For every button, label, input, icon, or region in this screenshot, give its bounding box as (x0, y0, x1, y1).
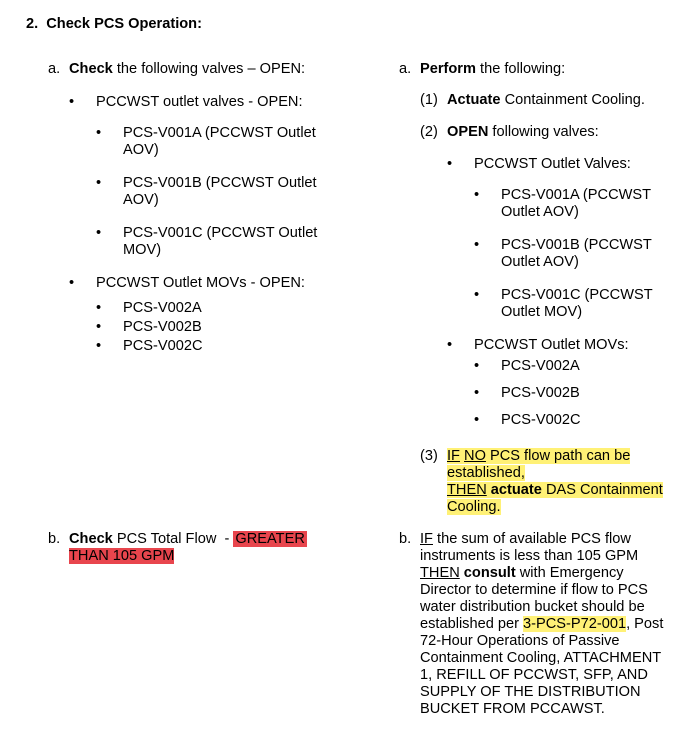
item-line: AOV) (123, 142, 159, 158)
step3-line3-rest: DAS Containment (541, 482, 663, 498)
list-item (501, 287, 653, 321)
list-item: • PCS-V002A (123, 300, 202, 317)
right-b-line: water distribution bucket should be (420, 599, 645, 615)
item-line: Outlet AOV) (501, 204, 579, 220)
step-rest: Containment Cooling. (500, 92, 645, 108)
consult-keyword: consult (463, 565, 516, 581)
step3-text (447, 448, 663, 516)
step-verb: Actuate (447, 92, 501, 108)
right-a-marker: a. (399, 61, 412, 77)
left-b-line1 (69, 531, 329, 548)
list-item: • PCS-V002B (501, 385, 580, 402)
left-b-verb: Check (69, 531, 113, 547)
right-group-title-2: • PCCWST Outlet MOVs: (474, 337, 629, 354)
step-number: 2. (26, 16, 39, 32)
criteria-highlight: THAN 105 GPM (69, 548, 175, 564)
right-b-line3-rest: with Emergency (515, 565, 624, 581)
right-b-line (420, 616, 663, 633)
step3-line1-rest: PCS flow path can be (485, 448, 631, 464)
list-item (501, 237, 652, 271)
item-line: • PCS-V001C (PCCWST (501, 287, 653, 303)
step-verb: OPEN (447, 124, 489, 140)
list-item: • PCS-V002C (501, 412, 581, 429)
item-line: AOV) (123, 192, 159, 208)
step-text (447, 124, 599, 141)
list-item: • PCS-V002A (501, 358, 580, 375)
step-title: Check PCS Operation: (46, 16, 202, 32)
step3-line (447, 499, 663, 516)
left-b-line2 (69, 548, 329, 565)
step3-line (447, 448, 663, 465)
right-b-line: Director to determine if flow to PCS (420, 582, 648, 598)
right-b-line (420, 531, 663, 548)
actuate-keyword: actuate (490, 482, 542, 498)
step3-highlight: established, (447, 465, 525, 481)
item-line: • PCS-V001A (PCCWST Outlet (123, 125, 316, 141)
right-b-line: SUPPLY OF THE DISTRIBUTION (420, 684, 641, 700)
list-item (123, 225, 317, 259)
right-b-line: 1, REFILL OF PCCWST, SFP, AND (420, 667, 648, 683)
then-keyword: THEN (447, 482, 487, 498)
criteria-highlight: GREATER (235, 531, 305, 547)
right-b-line6-pre: established per (420, 616, 524, 632)
then-keyword: THEN (420, 565, 460, 581)
item-line: • PCS-V001B (PCCWST Outlet (123, 175, 317, 191)
step-num: (1) (420, 92, 438, 108)
right-a-instruction (420, 61, 565, 78)
step3-line (447, 482, 663, 499)
left-a-text: the following valves – OPEN: (112, 61, 306, 77)
right-group-title-1: • PCCWST Outlet Valves: (474, 156, 631, 173)
right-b-line: 72-Hour Operations of Passive (420, 633, 620, 649)
list-item (123, 175, 317, 209)
right-b-line: instruments is less than 105 GPM (420, 548, 639, 564)
right-b-line: BUCKET FROM PCCAWST. (420, 701, 605, 717)
procedure-reference: 3-PCS-P72-001 (523, 616, 627, 632)
left-a-marker: a. (48, 61, 61, 77)
if-keyword: IF (420, 531, 433, 547)
right-b-line: Containment Cooling, ATTACHMENT (420, 650, 662, 666)
item-line: • PCS-V001C (PCCWST Outlet (123, 225, 318, 241)
step-num: (3) (420, 448, 438, 464)
step-rest: following valves: (488, 124, 599, 140)
no-keyword: NO (464, 448, 486, 464)
left-group-title-1: • PCCWST outlet valves - OPEN: (96, 94, 303, 111)
step3-highlight (447, 448, 630, 464)
left-b-text: PCS Total Flow - (112, 531, 234, 547)
left-a-instruction (69, 61, 305, 78)
right-b-line6-post: , Post (626, 616, 664, 632)
left-a-verb: Check (69, 61, 113, 77)
step3-highlight (447, 482, 663, 498)
left-b-marker: b. (48, 531, 61, 547)
right-b-marker: b. (399, 531, 412, 547)
step-num: (2) (420, 124, 438, 140)
left-b-instruction (69, 531, 329, 565)
item-line: • PCS-V001B (PCCWST (501, 237, 652, 253)
item-line: Outlet MOV) (501, 304, 583, 320)
right-a-text: the following: (475, 61, 566, 77)
item-line: Outlet AOV) (501, 254, 579, 270)
item-line: MOV) (123, 242, 162, 258)
right-b-line (420, 565, 663, 582)
list-item (123, 125, 316, 159)
list-item (501, 187, 651, 221)
step3-highlight: Cooling. (447, 499, 501, 515)
list-item: • PCS-V002C (123, 338, 203, 355)
item-line: • PCS-V001A (PCCWST (501, 187, 652, 203)
step-text (447, 92, 645, 109)
step3-line (447, 465, 663, 482)
step-heading (26, 16, 202, 33)
right-b-text (420, 531, 663, 718)
right-a-verb: Perform (420, 61, 476, 77)
left-group-title-2: • PCCWST Outlet MOVs - OPEN: (96, 275, 305, 292)
if-keyword: IF (447, 448, 460, 464)
right-b-line1-rest: the sum of available PCS flow (432, 531, 631, 547)
list-item: • PCS-V002B (123, 319, 202, 336)
